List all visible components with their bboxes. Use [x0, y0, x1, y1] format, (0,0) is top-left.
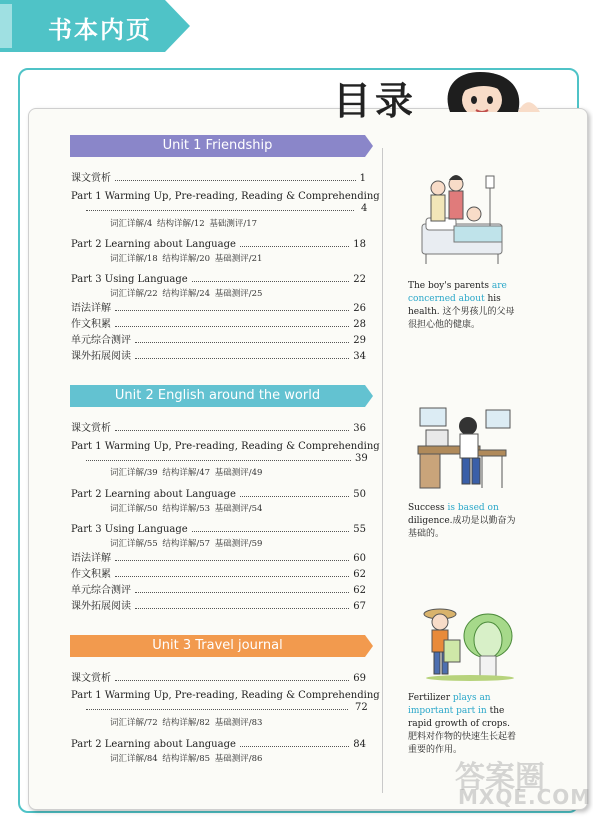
sidebar-caption-3: Fertilizer plays an important part in the rapid growth of crops.肥料对作物的快速生长起着重要的作用。 — [408, 693, 517, 755]
toc-entry-u3-1[interactable]: 课文赏析 69 — [71, 673, 366, 684]
fertilizer-illustration — [420, 600, 520, 682]
unit-header-1[interactable] — [70, 135, 365, 157]
toc-subentries: 词汇详解/84 结构详解/85 基础测评/86 — [110, 754, 263, 764]
leader-dots — [86, 460, 351, 461]
toc-entry-u2-3[interactable]: Part 2 Learning about Language 50 — [71, 489, 366, 500]
section-banner — [0, 0, 190, 52]
hospital-illustration — [416, 168, 516, 268]
toc-entry-u1-3[interactable]: Part 2 Learning about Language 18 — [71, 239, 366, 250]
unit-title-2: Unit 2 English around the world — [114, 388, 321, 403]
study-illustration — [416, 402, 516, 494]
toc-entry-u3-3[interactable]: Part 2 Learning about Language 84 — [71, 739, 366, 750]
toc-entry-u1-1[interactable]: 课文赏析 1 — [71, 173, 366, 184]
toc-entry-u2-4[interactable]: Part 3 Using Language 55 — [71, 524, 366, 535]
unit-header-2[interactable] — [70, 385, 365, 407]
toc-entry-u1-6[interactable]: 作文积累 28 — [71, 319, 366, 330]
page-number: 39 — [355, 453, 368, 464]
toc-entry-u1-7[interactable]: 单元综合测评 29 — [71, 335, 366, 346]
toc-subentries: 词汇详解/22 结构详解/24 基础测评/25 — [110, 289, 263, 299]
toc-entry-u1-8[interactable]: 课外拓展阅读 34 — [71, 351, 366, 362]
unit-title-1: Unit 1 Friendship — [162, 138, 273, 153]
toc-entry-u2-7[interactable]: 单元综合测评 62 — [71, 585, 366, 596]
banner-title: 书本内页 — [48, 16, 152, 44]
sidebar-caption-1: The boy's parents are concerned about his health. 这个男孩儿的父母很担心他的健康。 — [408, 281, 515, 330]
toc-entry-u2-1[interactable]: 课文赏析 36 — [71, 423, 366, 434]
girl-illustration — [432, 70, 542, 112]
toc-subentries: 词汇详解/39 结构详解/47 基础测评/49 — [110, 468, 263, 478]
toc-subentries: 词汇详解/72 结构详解/82 基础测评/83 — [110, 718, 263, 728]
watermark-logo: 答案圈 — [455, 760, 545, 795]
watermark-url: MXQE.COM — [458, 785, 592, 809]
toc-entry-u3-2[interactable]: Part 1 Warming Up, Pre-reading, Reading & Comprehending — [71, 690, 380, 701]
toc-entry-u2-5[interactable]: 语法详解 60 — [71, 553, 366, 564]
unit-title-3: Unit 3 Travel journal — [152, 638, 283, 653]
toc-subentries: 词汇详解/4 结构详解/12 基础测评/17 — [110, 219, 258, 229]
toc-entry-u2-2[interactable]: Part 1 Warming Up, Pre-reading, Reading & Comprehending — [71, 441, 380, 452]
sidebar-divider — [382, 148, 383, 793]
toc-entry-u2-8[interactable]: 课外拓展阅读 67 — [71, 601, 366, 612]
toc-subentries: 词汇详解/55 结构详解/57 基础测评/59 — [110, 539, 263, 549]
toc-entry-u2-6[interactable]: 作文积累 62 — [71, 569, 366, 580]
sidebar-caption-2: Success is based on diligence.成功是以勤奋为基础的。 — [408, 503, 516, 539]
unit-header-3[interactable] — [70, 635, 365, 657]
toc-entry-u1-5[interactable]: 语法详解 26 — [71, 303, 366, 314]
toc-entry-u1-2[interactable]: Part 1 Warming Up, Pre-reading, Reading & Comprehending — [71, 191, 380, 202]
toc-entry-u1-4[interactable]: Part 3 Using Language 22 — [71, 274, 366, 285]
toc-subentries: 词汇详解/50 结构详解/53 基础测评/54 — [110, 504, 263, 514]
page-number: 4 — [361, 203, 368, 214]
page-number: 72 — [355, 702, 368, 713]
leader-dots — [86, 210, 354, 211]
leader-dots — [86, 709, 348, 710]
toc-heading: 目录 — [333, 79, 418, 123]
toc-subentries: 词汇详解/18 结构详解/20 基础测评/21 — [110, 254, 263, 264]
